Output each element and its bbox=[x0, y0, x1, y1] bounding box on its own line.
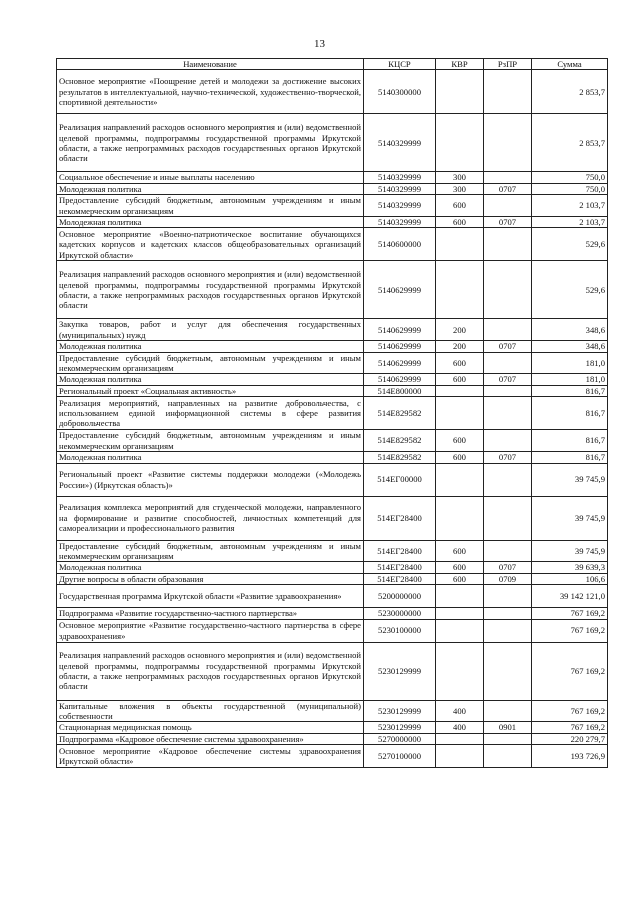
row-kcsr: 5230100000 bbox=[364, 619, 436, 642]
row-kvr: 200 bbox=[436, 319, 484, 341]
row-sum: 767 169,2 bbox=[532, 722, 608, 733]
row-kcsr: 5140629999 bbox=[364, 341, 436, 352]
row-kcsr: 5140329999 bbox=[364, 183, 436, 194]
row-rzpr bbox=[484, 733, 532, 744]
row-rzpr bbox=[484, 195, 532, 217]
header-rzpr: РзПР bbox=[484, 59, 532, 70]
row-sum: 767 169,2 bbox=[532, 642, 608, 700]
table-row bbox=[57, 172, 608, 183]
row-sum: 816,7 bbox=[532, 430, 608, 452]
row-name: Молодежная политика bbox=[57, 183, 364, 194]
row-kvr bbox=[436, 733, 484, 744]
row-kcsr: 5230129999 bbox=[364, 722, 436, 733]
row-rzpr bbox=[484, 608, 532, 619]
row-kcsr: 5140600000 bbox=[364, 228, 436, 261]
row-sum: 39 745,9 bbox=[532, 496, 608, 540]
row-sum: 39 142 121,0 bbox=[532, 585, 608, 608]
row-sum: 220 279,7 bbox=[532, 733, 608, 744]
table-row bbox=[57, 700, 608, 722]
row-kvr: 600 bbox=[436, 452, 484, 463]
row-kcsr: 5140329999 bbox=[364, 195, 436, 217]
table-row bbox=[57, 619, 608, 642]
row-rzpr: 0707 bbox=[484, 341, 532, 352]
row-sum: 181,0 bbox=[532, 374, 608, 385]
row-kcsr: 514EГ00000 bbox=[364, 463, 436, 496]
row-sum: 348,6 bbox=[532, 319, 608, 341]
header-name: Наименование bbox=[57, 59, 364, 70]
row-sum: 767 169,2 bbox=[532, 608, 608, 619]
row-name: Молодежная политика bbox=[57, 374, 364, 385]
row-kvr: 600 bbox=[436, 217, 484, 228]
row-name: Подпрограмма «Кадровое обеспечение системы здравоохранения» bbox=[57, 733, 364, 744]
row-sum: 2 103,7 bbox=[532, 195, 608, 217]
row-kvr: 600 bbox=[436, 352, 484, 374]
row-sum: 348,6 bbox=[532, 341, 608, 352]
row-sum: 750,0 bbox=[532, 183, 608, 194]
row-kvr bbox=[436, 385, 484, 396]
table-row bbox=[57, 585, 608, 608]
row-kcsr: 514E800000 bbox=[364, 385, 436, 396]
row-name: Основное мероприятие «Военно-патриотическое воспитание обучающихся кадетских корпусов и кадетских классов общеобразовательных организаций Иркутской области» bbox=[57, 228, 364, 261]
row-kvr: 600 bbox=[436, 562, 484, 573]
page-number: 13 bbox=[314, 38, 325, 50]
row-kvr bbox=[436, 745, 484, 768]
table-row bbox=[57, 228, 608, 261]
row-rzpr bbox=[484, 642, 532, 700]
table-row bbox=[57, 496, 608, 540]
table-row bbox=[57, 341, 608, 352]
row-sum: 816,7 bbox=[532, 385, 608, 396]
row-rzpr bbox=[484, 619, 532, 642]
row-sum: 750,0 bbox=[532, 172, 608, 183]
row-rzpr bbox=[484, 463, 532, 496]
row-rzpr bbox=[484, 585, 532, 608]
table-row bbox=[57, 733, 608, 744]
row-name: Региональный проект «Развитие системы поддержки молодежи («Молодежь России») (Иркутская область)» bbox=[57, 463, 364, 496]
row-name: Капитальные вложения в объекты государственной (муниципальной) собственности bbox=[57, 700, 364, 722]
row-name: Молодежная политика bbox=[57, 341, 364, 352]
row-kcsr: 5270100000 bbox=[364, 745, 436, 768]
table-row bbox=[57, 70, 608, 114]
row-name: Реализация направлений расходов основного мероприятия и (или) ведомственной целевой программы, подпрограммы государственной программы Иркутской области, а также непрограммных расходов государственных органов Иркутской области bbox=[57, 114, 364, 172]
row-kcsr: 514EГ28400 bbox=[364, 540, 436, 562]
table-row bbox=[57, 261, 608, 319]
row-name: Основное мероприятие «Развитие государственно-частного партнерства в сфере здравоохранения» bbox=[57, 619, 364, 642]
row-rzpr bbox=[484, 385, 532, 396]
row-name: Реализация комплекса мероприятий для студенческой молодежи, направленного на формирование и развитие способностей, личностных компетенций для самореализации и профессионального развития bbox=[57, 496, 364, 540]
row-kcsr: 5140629999 bbox=[364, 261, 436, 319]
row-kcsr: 514EГ28400 bbox=[364, 562, 436, 573]
table-row bbox=[57, 573, 608, 584]
row-sum: 181,0 bbox=[532, 352, 608, 374]
row-rzpr bbox=[484, 261, 532, 319]
table-row bbox=[57, 608, 608, 619]
row-kcsr: 514EГ28400 bbox=[364, 496, 436, 540]
row-name: Социальное обеспечение и иные выплаты населению bbox=[57, 172, 364, 183]
row-sum: 2 103,7 bbox=[532, 217, 608, 228]
row-name: Молодежная политика bbox=[57, 217, 364, 228]
row-kvr: 600 bbox=[436, 540, 484, 562]
row-sum: 816,7 bbox=[532, 452, 608, 463]
row-name: Молодежная политика bbox=[57, 562, 364, 573]
row-kcsr: 514EГ28400 bbox=[364, 573, 436, 584]
table-row bbox=[57, 183, 608, 194]
row-sum: 767 169,2 bbox=[532, 700, 608, 722]
row-kcsr: 5230129999 bbox=[364, 700, 436, 722]
row-name: Подпрограмма «Развитие государственно-частного партнерства» bbox=[57, 608, 364, 619]
table-body bbox=[57, 70, 608, 768]
row-rzpr bbox=[484, 352, 532, 374]
row-rzpr bbox=[484, 430, 532, 452]
row-name: Реализация направлений расходов основного мероприятия и (или) ведомственной целевой программы, подпрограммы государственной программы Иркутской области, а также непрограммных расходов государственных органов Иркутской области bbox=[57, 261, 364, 319]
row-name: Закупка товаров, работ и услуг для обеспечения государственных (муниципальных) нужд bbox=[57, 319, 364, 341]
row-name: Государственная программа Иркутской области «Развитие здравоохранения» bbox=[57, 585, 364, 608]
row-name: Стационарная медицинская помощь bbox=[57, 722, 364, 733]
row-rzpr: 0901 bbox=[484, 722, 532, 733]
row-kcsr: 5140629999 bbox=[364, 374, 436, 385]
row-sum: 816,7 bbox=[532, 397, 608, 430]
row-kvr bbox=[436, 228, 484, 261]
row-kvr bbox=[436, 496, 484, 540]
row-kvr: 300 bbox=[436, 183, 484, 194]
table-row bbox=[57, 114, 608, 172]
row-sum: 39 745,9 bbox=[532, 463, 608, 496]
row-kcsr: 5140329999 bbox=[364, 172, 436, 183]
row-name: Предоставление субсидий бюджетным, автономным учреждениям и иным некоммерческим организациям bbox=[57, 540, 364, 562]
row-rzpr bbox=[484, 114, 532, 172]
row-name: Основное мероприятие «Поощрение детей и молодежи за достижение высоких результатов в интеллектуальной, научно-технической, художественно-творческой, спортивной деятельности» bbox=[57, 70, 364, 114]
row-kvr bbox=[436, 463, 484, 496]
row-name: Другие вопросы в области образования bbox=[57, 573, 364, 584]
row-sum: 39 639,3 bbox=[532, 562, 608, 573]
row-rzpr bbox=[484, 70, 532, 114]
row-name: Региональный проект «Социальная активность» bbox=[57, 385, 364, 396]
header-sum: Сумма bbox=[532, 59, 608, 70]
table-row bbox=[57, 463, 608, 496]
row-rzpr bbox=[484, 228, 532, 261]
row-kcsr: 5230000000 bbox=[364, 608, 436, 619]
row-kvr bbox=[436, 397, 484, 430]
row-kvr: 600 bbox=[436, 195, 484, 217]
row-kvr: 600 bbox=[436, 374, 484, 385]
row-kvr: 300 bbox=[436, 172, 484, 183]
header-kcsr: КЦСР bbox=[364, 59, 436, 70]
row-kcsr: 5140629999 bbox=[364, 319, 436, 341]
row-kvr: 600 bbox=[436, 430, 484, 452]
row-name: Молодежная политика bbox=[57, 452, 364, 463]
row-name: Основное мероприятие «Кадровое обеспечение системы здравоохранения Иркутской области» bbox=[57, 745, 364, 768]
row-rzpr: 0707 bbox=[484, 217, 532, 228]
table-row bbox=[57, 540, 608, 562]
row-sum: 767 169,2 bbox=[532, 619, 608, 642]
table-row bbox=[57, 397, 608, 430]
row-sum: 2 853,7 bbox=[532, 114, 608, 172]
row-kvr bbox=[436, 261, 484, 319]
row-rzpr: 0707 bbox=[484, 562, 532, 573]
row-name: Предоставление субсидий бюджетным, автономным учреждениям и иным некоммерческим организациям bbox=[57, 430, 364, 452]
row-kvr: 600 bbox=[436, 573, 484, 584]
row-sum: 193 726,9 bbox=[532, 745, 608, 768]
table-row bbox=[57, 722, 608, 733]
row-kvr bbox=[436, 114, 484, 172]
row-kcsr: 5270000000 bbox=[364, 733, 436, 744]
row-kcsr: 514E829582 bbox=[364, 430, 436, 452]
row-rzpr bbox=[484, 319, 532, 341]
header-kvr: КВР bbox=[436, 59, 484, 70]
row-rzpr: 0709 bbox=[484, 573, 532, 584]
row-kcsr: 5200000000 bbox=[364, 585, 436, 608]
table-row bbox=[57, 195, 608, 217]
row-rzpr bbox=[484, 397, 532, 430]
budget-table bbox=[56, 58, 608, 768]
row-name: Реализация мероприятий, направленных на развитие добровольчества, с использованием единой информационной системы в сфере развития добровольчества bbox=[57, 397, 364, 430]
row-kvr: 400 bbox=[436, 700, 484, 722]
table-row bbox=[57, 217, 608, 228]
row-rzpr bbox=[484, 745, 532, 768]
row-kvr bbox=[436, 619, 484, 642]
table-row bbox=[57, 745, 608, 768]
row-rzpr bbox=[484, 540, 532, 562]
row-sum: 106,6 bbox=[532, 573, 608, 584]
row-kcsr: 5140629999 bbox=[364, 352, 436, 374]
row-sum: 39 745,9 bbox=[532, 540, 608, 562]
table-row bbox=[57, 352, 608, 374]
table-row bbox=[57, 562, 608, 573]
row-sum: 2 853,7 bbox=[532, 70, 608, 114]
row-kvr bbox=[436, 642, 484, 700]
row-kcsr: 5140300000 bbox=[364, 70, 436, 114]
table-header-row bbox=[57, 59, 608, 70]
row-kcsr: 5140329999 bbox=[364, 114, 436, 172]
table-row bbox=[57, 385, 608, 396]
row-kvr: 200 bbox=[436, 341, 484, 352]
row-rzpr bbox=[484, 700, 532, 722]
table-row bbox=[57, 452, 608, 463]
row-kcsr: 514E829582 bbox=[364, 452, 436, 463]
row-name: Реализация направлений расходов основного мероприятия и (или) ведомственной целевой программы, подпрограммы государственной программы Иркутской области, а также непрограммных расходов государственных органов Иркутской области bbox=[57, 642, 364, 700]
row-rzpr: 0707 bbox=[484, 452, 532, 463]
row-name: Предоставление субсидий бюджетным, автономным учреждениям и иным некоммерческим организациям bbox=[57, 195, 364, 217]
row-rzpr: 0707 bbox=[484, 374, 532, 385]
row-kcsr: 514E829582 bbox=[364, 397, 436, 430]
row-sum: 529,6 bbox=[532, 261, 608, 319]
table-row bbox=[57, 642, 608, 700]
table-row bbox=[57, 374, 608, 385]
row-name: Предоставление субсидий бюджетным, автономным учреждениям и иным некоммерческим организациям bbox=[57, 352, 364, 374]
row-kcsr: 5140329999 bbox=[364, 217, 436, 228]
table-row bbox=[57, 319, 608, 341]
row-kvr bbox=[436, 608, 484, 619]
row-rzpr bbox=[484, 172, 532, 183]
row-kvr bbox=[436, 585, 484, 608]
row-rzpr bbox=[484, 496, 532, 540]
row-sum: 529,6 bbox=[532, 228, 608, 261]
row-kcsr: 5230129999 bbox=[364, 642, 436, 700]
table-row bbox=[57, 430, 608, 452]
row-kvr: 400 bbox=[436, 722, 484, 733]
row-rzpr: 0707 bbox=[484, 183, 532, 194]
row-kvr bbox=[436, 70, 484, 114]
